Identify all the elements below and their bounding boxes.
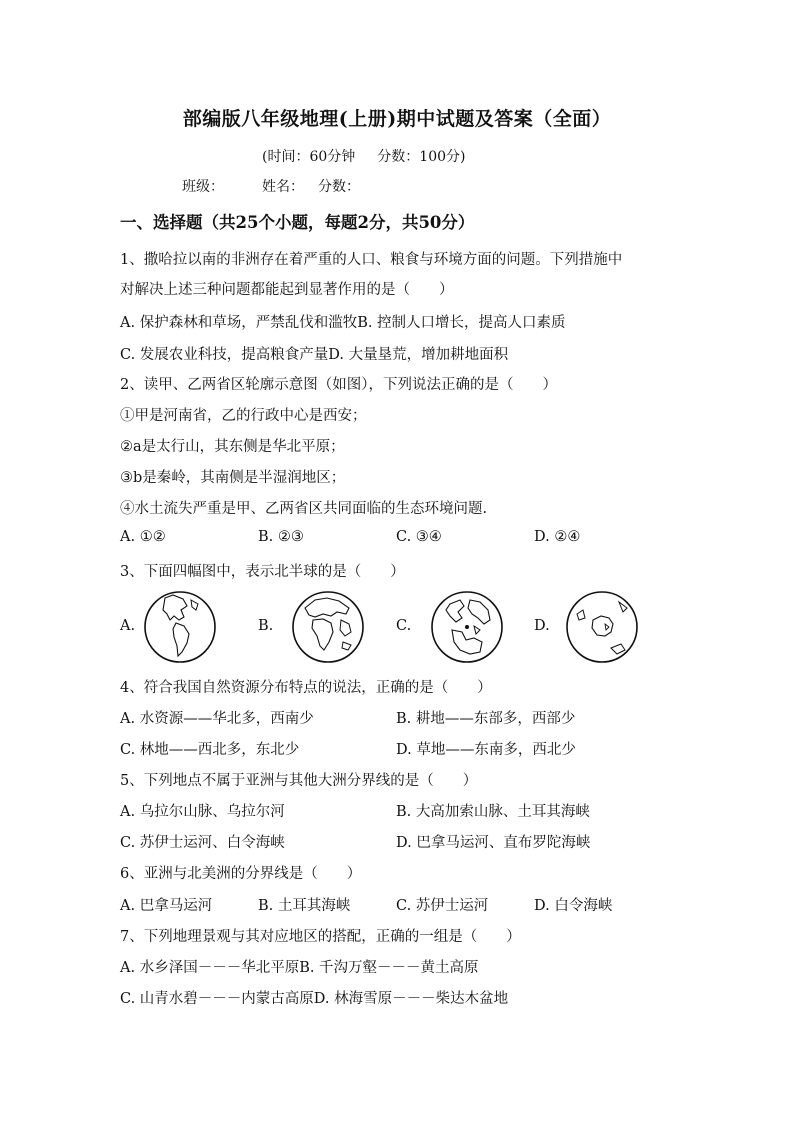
- page-title: 部编版八年级地理(上册)期中试题及答案（全面）: [182, 108, 612, 130]
- question-6-stem: 6、亚洲与北美洲的分界线是（ ）: [120, 866, 362, 882]
- globe-a-icon: [143, 590, 217, 664]
- question-4-option-a: A. 水资源——华北多，西南少: [120, 711, 314, 727]
- question-2-stem: 2、读甲、乙两省区轮廓示意图（如图），下列说法正确的是（ ）: [120, 377, 557, 393]
- question-5-option-a: A. 乌拉尔山脉、乌拉尔河: [120, 804, 285, 820]
- question-5-stem: 5、下列地点不属于亚洲与其他大洲分界线的是（ ）: [120, 773, 478, 789]
- question-1-stem-line1: 1、撒哈拉以南的非洲存在着严重的人口、粮食与环境方面的问题。下列措施中: [120, 252, 623, 268]
- question-2-statement-2: ②a是太行山，其东侧是华北平原；: [120, 439, 345, 455]
- question-3-label-c: C.: [396, 618, 412, 634]
- question-6-option-c: C. 苏伊士运河: [396, 898, 489, 914]
- question-3-label-a: A.: [120, 618, 136, 634]
- question-4-option-d: D. 草地——东南多，西北少: [396, 742, 576, 758]
- question-2-statement-4: ④水土流失严重是甲、乙两省区共同面临的生态环境问题.: [120, 501, 488, 517]
- question-4-option-b: B. 耕地——东部多，西部少: [396, 711, 576, 727]
- globe-d-icon: [565, 590, 639, 664]
- question-1-options-ab: A. 保护森林和草场，严禁乱伐和滥牧B. 控制人口增长，提高人口素质: [120, 315, 566, 331]
- question-2-option-b: B. ②③: [258, 529, 304, 545]
- section-heading: 一、选择题（共25个小题，每题2分，共50分）: [120, 213, 475, 232]
- question-3-label-d: D.: [534, 618, 550, 634]
- question-7-options-ab: A. 水乡泽国－－－华北平原B. 千沟万壑－－－黄土高原: [120, 960, 479, 976]
- globe-b-icon: [291, 590, 365, 664]
- class-label: 班级：: [182, 179, 224, 195]
- student-info-line: [182, 176, 360, 196]
- globe-c-icon: [430, 590, 504, 664]
- question-7-options-cd: C. 山青水碧－－－内蒙古高原D. 林海雪原－－－柴达木盆地: [120, 991, 509, 1007]
- question-5-option-c: C. 苏伊士运河、白令海峡: [120, 835, 285, 851]
- question-7-stem: 7、下列地理景观与其对应地区的搭配，正确的一组是（ ）: [120, 929, 521, 945]
- question-6-option-b: B. 土耳其海峡: [258, 898, 351, 914]
- name-label: 姓名：: [262, 179, 304, 195]
- question-2-option-c: C. ③④: [396, 529, 442, 545]
- question-6-option-d: D. 白令海峡: [534, 898, 613, 914]
- score-label: 分数：: [318, 179, 360, 195]
- exam-info: [262, 146, 465, 166]
- question-3-label-b: B.: [258, 618, 274, 634]
- question-5-option-b: B. 大高加索山脉、土耳其海峡: [396, 804, 590, 820]
- question-4-stem: 4、符合我国自然资源分布特点的说法，正确的是（ ）: [120, 680, 492, 696]
- question-1-stem-line2: 对解决上述三种问题都能起到显著作用的是（ ）: [120, 282, 454, 298]
- question-4-option-c: C. 林地——西北多，东北少: [120, 742, 300, 758]
- question-2-option-a: A. ①②: [120, 529, 166, 545]
- question-2-option-d: D. ②④: [534, 529, 581, 545]
- question-1-options-cd: C. 发展农业科技，提高粮食产量D. 大量垦荒，增加耕地面积: [120, 347, 509, 363]
- question-3-stem: 3、下面四幅图中，表示北半球的是（ ）: [120, 564, 405, 580]
- question-2-statement-3: ③b是秦岭，其南侧是半湿润地区；: [120, 470, 346, 486]
- score-info: 分数：100分): [377, 149, 466, 165]
- question-2-statement-1: ①甲是河南省，乙的行政中心是西安；: [120, 408, 367, 424]
- question-5-option-d: D. 巴拿马运河、直布罗陀海峡: [396, 835, 591, 851]
- question-6-option-a: A. 巴拿马运河: [120, 898, 213, 914]
- time-info: (时间：60分钟: [262, 149, 356, 165]
